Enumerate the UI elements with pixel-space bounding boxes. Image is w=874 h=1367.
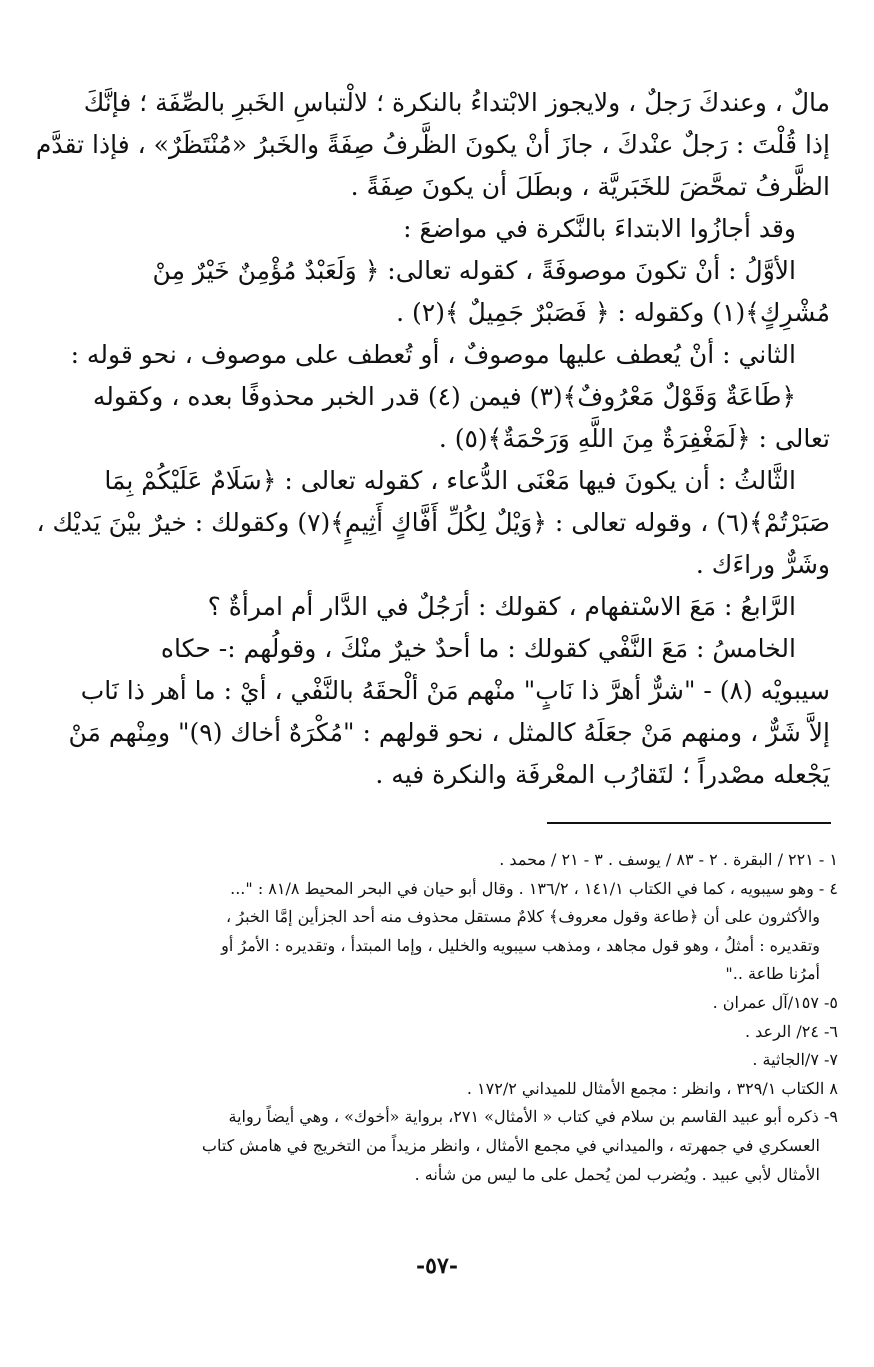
footnote-line: ٧- ٧/الجاثية . — [752, 1050, 838, 1070]
footnote-line: ٤ - وهو سيبويه ، كما في الكتاب ١٤١/١ ، ١٣٦/٢ . وقال أبو حيان في البحر المحيط ٨١/٨ : "... — [230, 878, 838, 898]
text-line: تعالى : ﴿لَمَغْفِرَةٌ مِنَ اللَّهِ وَرَحْمَةٌ﴾(٥) . — [438, 424, 830, 453]
footnote-line: ٨ الكتاب ٣٢٩/١ ، وانظر : مجمع الأمثال للميداني ١٧٢/٢ . — [466, 1078, 838, 1098]
text-line: وشَرٌّ وراءَك . — [695, 550, 830, 579]
text-line: الظَّرفُ تمحَّضَ للخَبَريَّة ، وبطَلَ أن يكونَ صِفَةً . — [350, 172, 830, 201]
text-line: يَجْعله مصْدراً ؛ لتَقارُب المعْرفَة والنكرة فيه . — [375, 760, 830, 789]
text-line: صَبَرْتُمْ﴾(٦) ، وقوله تعالى : ﴿وَيْلٌ لِكُلِّ أَفَّاكٍ أَثِيمٍ﴾(٧) وكقولك : خيرٌ بيْنَ يَديْك ، — [36, 508, 830, 537]
text-line: الثاني : أنْ يُعطف عليها موصوفٌ ، أو تُعطف على موصوف ، نحو قوله : — [70, 340, 796, 369]
footnotes — [100, 846, 838, 1189]
footnote-line: ٦- ٢٤/ الرعد . — [744, 1021, 838, 1041]
main-text — [35, 82, 830, 796]
page-number: -٥٧- — [416, 1253, 458, 1279]
text-line: سيبويْه (٨) - "شرٌّ أهرَّ ذا نَابٍ" منْهم مَنْ ألْحقَهُ بالنَّفْي ، أيْ : ما أهر ذا نَاب — [80, 676, 830, 705]
text-line: ﴿طَاعَةٌ وَقَوْلٌ مَعْرُوفٌ﴾(٣) فيمن (٤) قدر الخبر محذوفًا بعده ، وكقوله — [92, 382, 796, 411]
text-line: وقد أجازُوا الابتداءَ بالنَّكرة في مواضعَ : — [403, 214, 796, 243]
footnote-line: أمرُنا طاعة .." — [725, 964, 820, 984]
footnote-line: ٩- ذكره أبو عبيد القاسم بن سلام في كتاب « الأمثال» ٢٧١، برواية «أخوك» ، وهي أيضاً رواية — [228, 1107, 838, 1127]
footnote-line: ١ - ٢٢١ / البقرة . ٢ - ٨٣ / يوسف . ٣ - ٢١ / محمد . — [499, 850, 838, 869]
text-line: مالٌ ، وعندكَ رَجلٌ ، ولايجوز الابْتداءُ بالنكرة ؛ لالْتباسِ الخَبرِ بالصِّفَة ؛ فإنَّكَ — [83, 88, 830, 117]
footnote-line: العسكري في جمهرته ، والميداني في مجمع الأمثال ، وانظر مزيداً من التخريج في هامش كتاب — [201, 1135, 820, 1155]
footnote-line: ٥- ١٥٧/آل عمران . — [712, 992, 838, 1012]
text-line: الرَّابعُ : مَعَ الاسْتفهام ، كقولك : أرَجُلٌ في الدَّار أم امرأةٌ ؟ — [207, 592, 796, 621]
footnote-line: الأمثال لأبي عبيد . ويُضرب لمن يُحمل على ما ليس من شأنه . — [414, 1164, 820, 1184]
text-line: الخامسُ : مَعَ النَّفْي كقولك : ما أحدٌ خيرٌ منْكَ ، وقولُهم :- حكاه — [160, 634, 796, 663]
footnote-line: والأكثرون على أن ﴿طاعة وقول معروف﴾ كلامٌ مستقل محذوف منه أحد الجزأين إمَّا الخبرُ ، — [226, 907, 820, 927]
text-line: الثَّالثُ : أن يكونَ فيها مَعْنَى الدُّعاء ، كقوله تعالى : ﴿سَلَامٌ عَلَيْكُمْ بِمَا — [104, 466, 796, 495]
footnote-line: وتقديره : أمثلُ ، وهو قول مجاهد ، ومذهب سيبويه والخليل ، وإما المبتدأ ، وتقديره : الأمرُ أو — [221, 935, 820, 955]
text-line: إذا قُلْتَ : رَجلٌ عنْدكَ ، جازَ أنْ يكونَ الظَّرفُ صِفَةً والخَبرُ «مُنْتَظَرٌ» ، فإذا تقدَّم — [35, 130, 830, 159]
text-line: إلاَّ شَرٌّ ، ومنهم مَنْ جعَلَهُ كالمثل ، نحو قولهم : "مُكْرَهٌ أخاك (٩)" ومِنْهم مَنْ — [68, 718, 830, 747]
text-line: الأوَّلُ : أنْ تكونَ موصوفَةً ، كقوله تعالى: ﴿ وَلَعَبْدٌ مُؤْمِنٌ خَيْرٌ مِنْ — [152, 256, 796, 285]
footnote-separator — [547, 822, 831, 824]
text-line: مُشْرِكٍ﴾(١) وكقوله : ﴿ فَصَبْرٌ جَمِيلٌ ﴾(٢) . — [396, 298, 830, 327]
